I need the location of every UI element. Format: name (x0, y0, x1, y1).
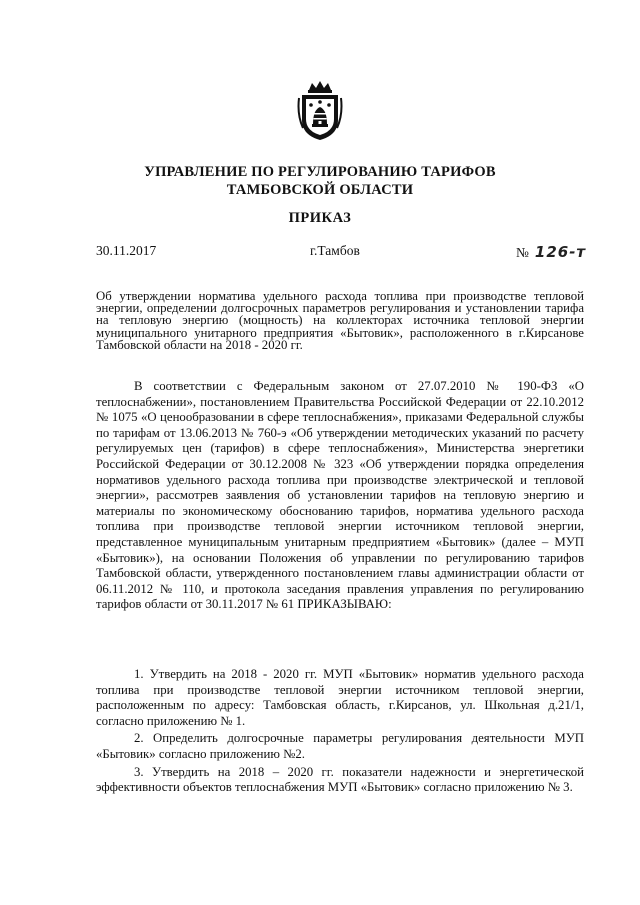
document-subject: Об утверждении норматива удельного расхода топлива при производстве тепловой энергии, определении долгосрочных параметров регулирования и установлении тарифа на тепловую энергию (мощность) на коллекторах источника тепловой энергии муниципального унитарного предприятия «Бытовик», расположенного в г.Кирсанове Тамбовской области на 2018 - 2020 гг. (96, 289, 584, 352)
handwritten-number: 126-т (534, 243, 587, 261)
order-item-3: 3. Утвердить на 2018 – 2020 гг. показатели надежности и энергетической эффективности объектов теплоснабжения МУП «Бытовик» согласно приложению № 3. (96, 764, 584, 795)
document-type: ПРИКАЗ (288, 210, 352, 226)
agency-line-1: УПРАВЛЕНИЕ ПО РЕГУЛИРОВАНИЮ ТАРИФОВ (144, 164, 496, 180)
agency-name (40, 163, 600, 199)
coat-of-arms-icon (297, 80, 343, 142)
order-item-1: 1. Утвердить на 2018 - 2020 гг. МУП «Бытовик» норматив удельного расхода топлива при производстве тепловой энергии источником тепловой энергии, расположенным по адресу: Тамбовская область, г.Кирсанов, ул. Школьная д.21/1, согласно приложению № 1. (96, 667, 584, 728)
document-number (516, 243, 586, 261)
document-date: 30.11.2017 (96, 243, 157, 258)
preamble-paragraph: В соответствии с Федеральным законом от 27.07.2010 № 190-ФЗ «О теплоснабжении», постановлением Правительства Российской Федерации от 22.10.2012 № 1075 «О ценообразовании в сфере теплоснабжения», приказами Федеральной службы по тарифам от 13.06.2013 № 760-э «Об утверждении методических указаний по расчету регулируемых цен (тарифов) в сфере теплоснабжения», Министерства энергетики Российской Федерации от 30.12.2008 № 323 «Об утверждении порядка определения нормативов удельного расхода топлива при производстве электрической и тепловой энергии», рассмотрев заявления об установлении тарифов на тепловую энергию и материалы по экономическому обоснованию тарифов, норматива удельного расхода топлива при производстве тепловой энергии источником тепловой энергии, представленное муниципальным унитарным предприятием «Бытовик» (далее – МУП «Бытовик»), на основании Положения об управлении по регулированию тарифов Тамбовской области, утвержденного постановлением главы администрации области от 06.11.2012 № 110, и протокола заседания правления управления по регулированию тарифов области от 30.11.2017 № 61 ПРИКАЗЫВАЮ: (96, 379, 584, 612)
document-city: г.Тамбов (310, 243, 360, 258)
agency-line-2: ТАМБОВСКОЙ ОБЛАСТИ (226, 182, 414, 198)
order-items (96, 667, 584, 798)
number-sign: № (516, 245, 529, 260)
order-item-2: 2. Определить долгосрочные параметры регулирования деятельности МУП «Бытовик» согласно приложению №2. (96, 731, 584, 761)
